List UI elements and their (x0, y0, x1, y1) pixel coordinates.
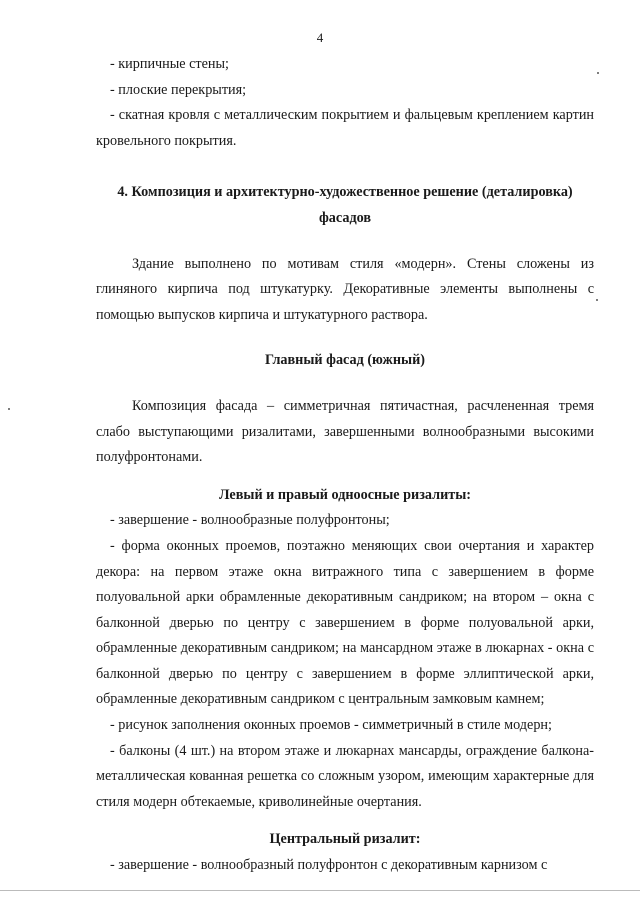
composition-paragraph: Композиция фасада – симметричная пятичастная, расчлененная тремя слабо выступающими ризалитами, завершенными волнообразными высокими полуфронтонами. (96, 397, 594, 466)
scan-edge-line (0, 890, 640, 891)
list-item: - плоские перекрытия; (110, 81, 247, 98)
list-item: - скатная кровля с металлическим покрытием и фальцевым креплением картин кровельного покрытия. (96, 107, 594, 149)
section-heading: 4. Композиция и архитектурно-художественное решение (деталировка) фасадов (117, 184, 573, 226)
scan-speck (596, 299, 598, 301)
list-item: - кирпичные стены; (110, 56, 230, 72)
intro-paragraph: Здание выполнено по мотивам стиля «модерн». Стены сложены из глиняного кирпича под штукатурку. Декоративные элементы выполнены с помощью выпусков кирпича и штукатурного раствора. (96, 255, 594, 323)
scan-speck (597, 72, 599, 74)
list-item: - рисунок заполнения оконных проемов - симметричный в стиле модерн; (110, 717, 552, 734)
list-item: - завершение - волнообразные полуфронтоны; (110, 512, 390, 529)
list-item: - завершение - волнообразный полуфронтон с декоративным карнизом с (110, 857, 548, 874)
page-number: 4 (316, 30, 324, 45)
scan-speck (8, 408, 10, 410)
page-content (96, 52, 594, 879)
main-facade-heading: Главный фасад (южный) (265, 352, 425, 369)
side-risalits-heading: Левый и правый одноосные ризалиты: (218, 486, 472, 503)
list-item: - форма оконных проемов, поэтажно меняющих свои очертания и характер декора: на первом этаже окна витражного типа с завершением в форме полуовальной арки обрамленные декоративным сандриком; на втором – окна с балконной дверью по центру с завершением в форме полуовальной арки, обрамленные декоративным сандриком; на мансардном этаже в люкарнах - окна с балконной дверью по центру с завершением в форме эллиптической арки, обрамленные декоративным сандриком с центральным замковым камнем; (96, 537, 594, 708)
central-risalit-heading: Центральный ризалит: (269, 831, 421, 848)
list-item: - балконы (4 шт.) на втором этаже и люкарнах мансарды, ограждение балкона-металлическая кованная решетка со сложным узором, имеющим характерные для стиля модерн обтекаемые, криволинейные очертания. (96, 742, 594, 810)
